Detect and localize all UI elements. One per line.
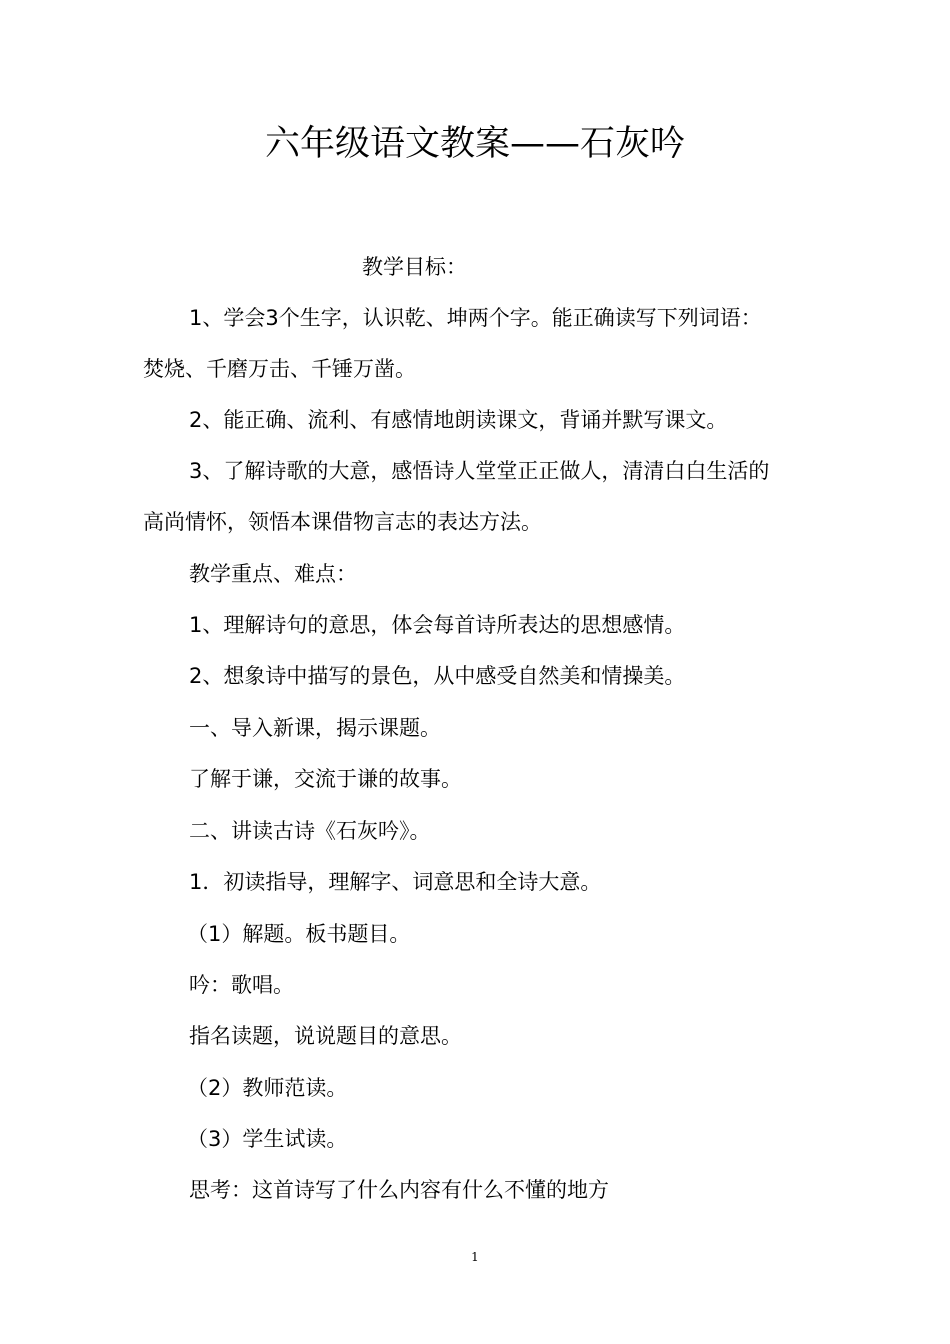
paragraph-line: 2、想象诗中描写的景色，从中感受自然美和情操美。 xyxy=(189,664,686,688)
section-heading-key-points: 教学重点、难点： xyxy=(189,562,357,586)
paragraph-line: 指名读题，说说题目的意思。 xyxy=(189,1024,462,1048)
paragraph-line: （2）教师范读。 xyxy=(187,1076,348,1100)
paragraph-line: 2、能正确、流利、有感情地朗读课文，背诵并默写课文。 xyxy=(189,408,728,432)
section-heading-poem-reading: 二、讲读古诗《石灰吟》。 xyxy=(189,819,431,843)
paragraph-line: 高尚情怀，领悟本课借物言志的表达方法。 xyxy=(143,510,542,534)
page-number: 1 xyxy=(471,1250,479,1264)
paragraph-line: （1）解题。板书题目。 xyxy=(187,922,411,946)
paragraph-line: （3）学生试读。 xyxy=(187,1127,348,1151)
paragraph-line: 焚烧、千磨万击、千锤万凿。 xyxy=(143,357,416,381)
paragraph-line: 了解于谦，交流于谦的故事。 xyxy=(189,767,462,791)
paragraph-line: 思考：这首诗写了什么内容有什么不懂的地方 xyxy=(189,1178,609,1202)
section-heading-teaching-goals: 教学目标： xyxy=(362,255,467,279)
paragraph-line: 3、了解诗歌的大意，感悟诗人堂堂正正做人，清清白白生活的 xyxy=(189,459,770,483)
document-title: 六年级语文教案——石灰吟 xyxy=(264,124,685,164)
paragraph-line: 1、学会3个生字，认识乾、坤两个字。能正确读写下列词语： xyxy=(189,306,762,330)
section-heading-intro: 一、导入新课，揭示课题。 xyxy=(189,716,441,740)
paragraph-line: 吟：歌唱。 xyxy=(189,973,294,997)
paragraph-line: 1．初读指导，理解字、词意思和全诗大意。 xyxy=(189,870,602,894)
paragraph-line: 1、理解诗句的意思，体会每首诗所表达的思想感情。 xyxy=(189,613,686,637)
